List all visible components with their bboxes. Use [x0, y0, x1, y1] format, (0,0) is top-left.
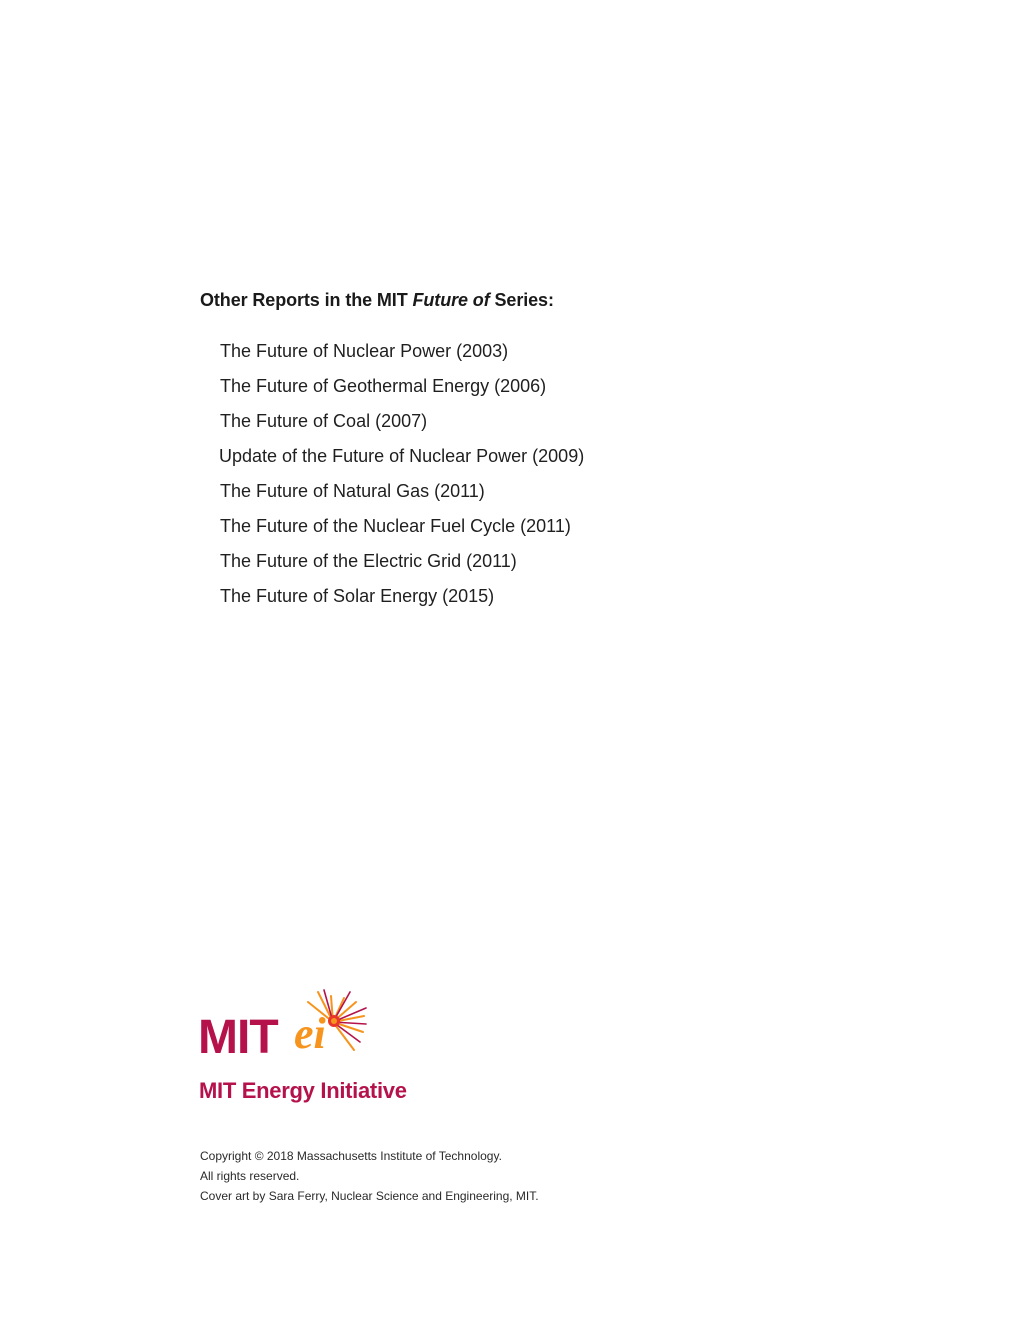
- heading-prefix: Other Reports in the MIT: [200, 290, 413, 310]
- report-item: The Future of Nuclear Power (2003): [220, 341, 509, 361]
- logo-ei-wordmark: ei: [294, 1009, 326, 1058]
- miti-logo: [198, 988, 438, 1110]
- report-item: The Future of Coal (2007): [220, 411, 428, 431]
- copyright-line: Copyright © 2018 Massachusetts Institute of Technology.: [200, 1149, 502, 1163]
- report-item: The Future of the Electric Grid (2011): [220, 551, 517, 571]
- logo-tagline: MIT Energy Initiative: [199, 1078, 407, 1103]
- cover-art-credit: Cover art by Sara Ferry, Nuclear Science and Engineering, MIT.: [200, 1189, 539, 1203]
- report-item: Update of the Future of Nuclear Power (2009): [219, 446, 585, 466]
- heading-italic: Future of: [412, 290, 490, 310]
- report-item: The Future of Geothermal Energy (2006): [220, 376, 547, 396]
- rights-line: All rights reserved.: [200, 1169, 300, 1183]
- report-list: [220, 334, 584, 614]
- report-item: The Future of the Nuclear Fuel Cycle (2011): [220, 516, 571, 536]
- report-item: The Future of Natural Gas (2011): [220, 481, 485, 501]
- copyright-block: [200, 1146, 539, 1206]
- heading-suffix: Series:: [489, 290, 554, 310]
- logo-mit-wordmark: MIT: [198, 1011, 278, 1064]
- reports-heading: [200, 290, 554, 311]
- report-item: The Future of Solar Energy (2015): [220, 586, 495, 606]
